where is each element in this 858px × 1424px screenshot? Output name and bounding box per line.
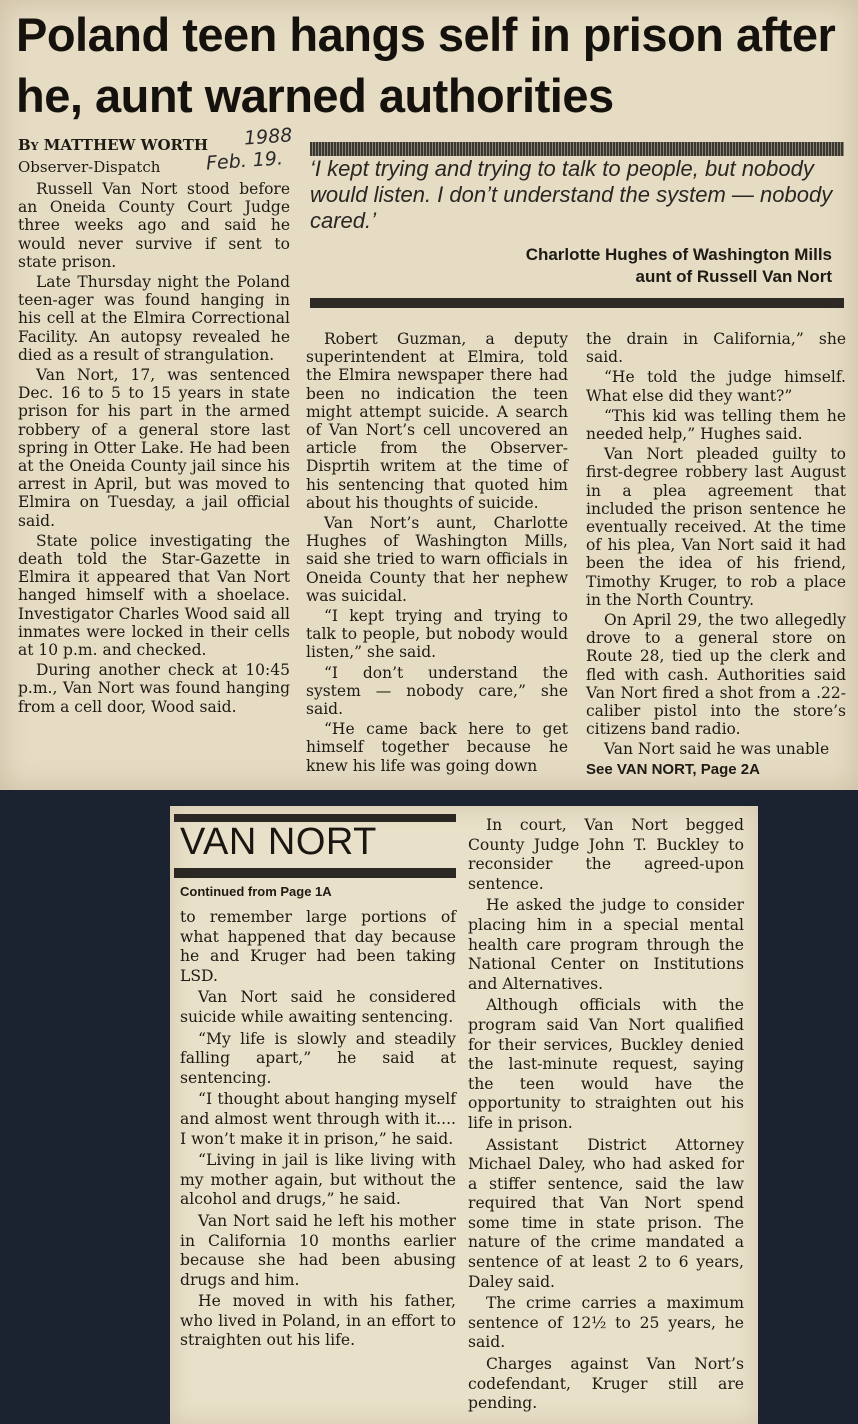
paragraph: “This kid was telling them he needed help,” Hughes said. xyxy=(586,406,846,444)
paragraph: Van Nort said he was unable xyxy=(604,740,830,759)
paragraph: Although officials with the program said Van Nort qualified for their services, Buckley denied the last-minute request, saying the teen would have the opportunity to straighten out his life in prison. xyxy=(468,996,744,1132)
pull-quote-box xyxy=(310,142,844,308)
pull-quote-text: ‘I kept trying and trying to talk to people, but nobody would listen. I don’t understand the system — nobody cared.’ xyxy=(310,156,833,233)
paragraph: “I don’t understand the system — nobody care,” she said. xyxy=(306,663,568,719)
continuation-title: VAN NORT xyxy=(180,821,377,863)
headline: Poland teen hangs self in prison after he, aunt warned authorities xyxy=(16,8,836,122)
paragraph: Robert Guzman, a deputy superintendent at Elmira, told the Elmira newspaper there had been no indication the teen might attempt suicide. A search of Van Nort’s cell uncovered an article from the Observer-Disprtih writem at the time of his sentencing that quoted him about his thoughts of suicide. xyxy=(306,330,568,512)
continued-from-line: Continued from Page 1A xyxy=(180,884,332,899)
paragraph: In court, Van Nort begged County Judge John T. Buckley to reconsider the agreed-upon sentence. xyxy=(468,816,744,893)
continuation-column-2 xyxy=(468,816,744,1416)
paragraph: He moved in with his father, who lived in Poland, in an effort to straighten out his life. xyxy=(180,1292,456,1350)
attribution-line-2: aunt of Russell Van Nort xyxy=(635,267,832,286)
affiliation: Observer-Dispatch xyxy=(18,158,161,176)
paragraph: Van Nort said he considered suicide while awaiting sentencing. xyxy=(180,988,456,1026)
paragraph: Late Thursday night the Poland teen-ager was found hanging in his cell at the Elmira Correctional Facility. An autopsy revealed he died as a result of strangulation. xyxy=(18,273,290,364)
paragraph: Russell Van Nort stood before an Oneida County Court Judge three weeks ago and said he would never survive if sent to state prison. xyxy=(18,180,290,271)
attribution-line-1: Charlotte Hughes of Washington Mills xyxy=(525,245,832,264)
paragraph: Van Nort’s aunt, Charlotte Hughes of Washington Mills, said she tried to warn officials in Oneida County that her nephew was suicidal. xyxy=(306,514,568,605)
paragraph: “I thought about hanging myself and almost went through with it.... I won’t make it in prison,” he said. xyxy=(180,1090,456,1148)
paragraph: “He told the judge himself. What else did they want?” xyxy=(586,368,846,405)
paragraph: State police investigating the death told the Star-Gazette in Elmira it appeared that Van Nort hanged himself with a shoelace. Investigator Charles Wood said all inmates were locked in their cells at 10 p.m. and checked. xyxy=(18,531,290,660)
pull-quote-bottom-rule xyxy=(310,298,844,308)
continuation-column-1 xyxy=(180,908,456,1353)
paragraph: “My life is slowly and steadily falling apart,” he said at sentencing. xyxy=(180,1029,456,1087)
paragraph: Charges against Van Nort’s codefendant, Kruger still are pending. xyxy=(468,1355,744,1413)
article-column-3 xyxy=(586,330,846,781)
handwritten-year: 1988 xyxy=(243,124,294,150)
jump-line: See VAN NORT, Page 2A xyxy=(586,760,760,778)
paragraph: “Living in jail is like living with my mother again, but without the alcohol and drugs,” he said. xyxy=(180,1151,456,1209)
title-bottom-rule xyxy=(174,868,456,878)
byline: By MATTHEW WORTH xyxy=(18,136,209,154)
paragraph: During another check at 10:45 p.m., Van Nort was found hanging from a cell door, Wood said. xyxy=(18,661,290,716)
paragraph: On April 29, the two allegedly drove to a general store on Route 28, tied up the clerk and fled with cash. Authorities said Van Nort fired a shot from a .22-caliber pistol into the store’s citizens band radio. xyxy=(586,611,846,739)
pull-quote-top-rule xyxy=(310,142,844,156)
article-column-2 xyxy=(306,330,568,777)
article-column-1 xyxy=(18,180,290,718)
paragraph: The crime carries a maximum sentence of 12½ to 25 years, he said. xyxy=(468,1294,744,1352)
paragraph: Assistant District Attorney Michael Daley, who had asked for a stiffer sentence, said the law required that Van Nort spend some time in state prison. The nature of the crime mandated a sentence of at least 2 to 6 years, Daley said. xyxy=(468,1135,744,1291)
paragraph: “He came back here to get himself together because he knew his life was going down xyxy=(306,720,568,775)
continuation-clipping xyxy=(170,806,758,1424)
paragraph: He asked the judge to consider placing him in a special mental health care program through the National Center on Institutions and Alternatives. xyxy=(468,896,744,993)
paragraph: Van Nort, 17, was sentenced Dec. 16 to 5 to 15 years in state prison for his part in the armed robbery of a general store last spring in Otter Lake. He had been at the Oneida County jail since his arrest in April, but was moved to Elmira on Tuesday, a jail official said. xyxy=(18,366,290,530)
paragraph: the drain in California,” she said. xyxy=(586,330,846,367)
paragraph: Van Nort pleaded guilty to first-degree robbery last August in a plea agreement that included the prison sentence he eventually received. At the time of his plea, Van Nort said it had been the idea of his friend, Timothy Kruger, to rob a place in the North Country. xyxy=(586,445,846,609)
pull-quote-attribution xyxy=(526,244,832,288)
handwritten-date: Feb. 19. xyxy=(205,147,284,175)
paragraph: to remember large portions of what happened that day because he and Kruger had been taking LSD. xyxy=(180,908,456,985)
paragraph: Van Nort said he left his mother in California 10 months earlier because she had been abusing drugs and him. xyxy=(180,1211,456,1289)
paragraph: “I kept trying and trying to talk to people, but nobody would listen,” she said. xyxy=(306,607,568,662)
